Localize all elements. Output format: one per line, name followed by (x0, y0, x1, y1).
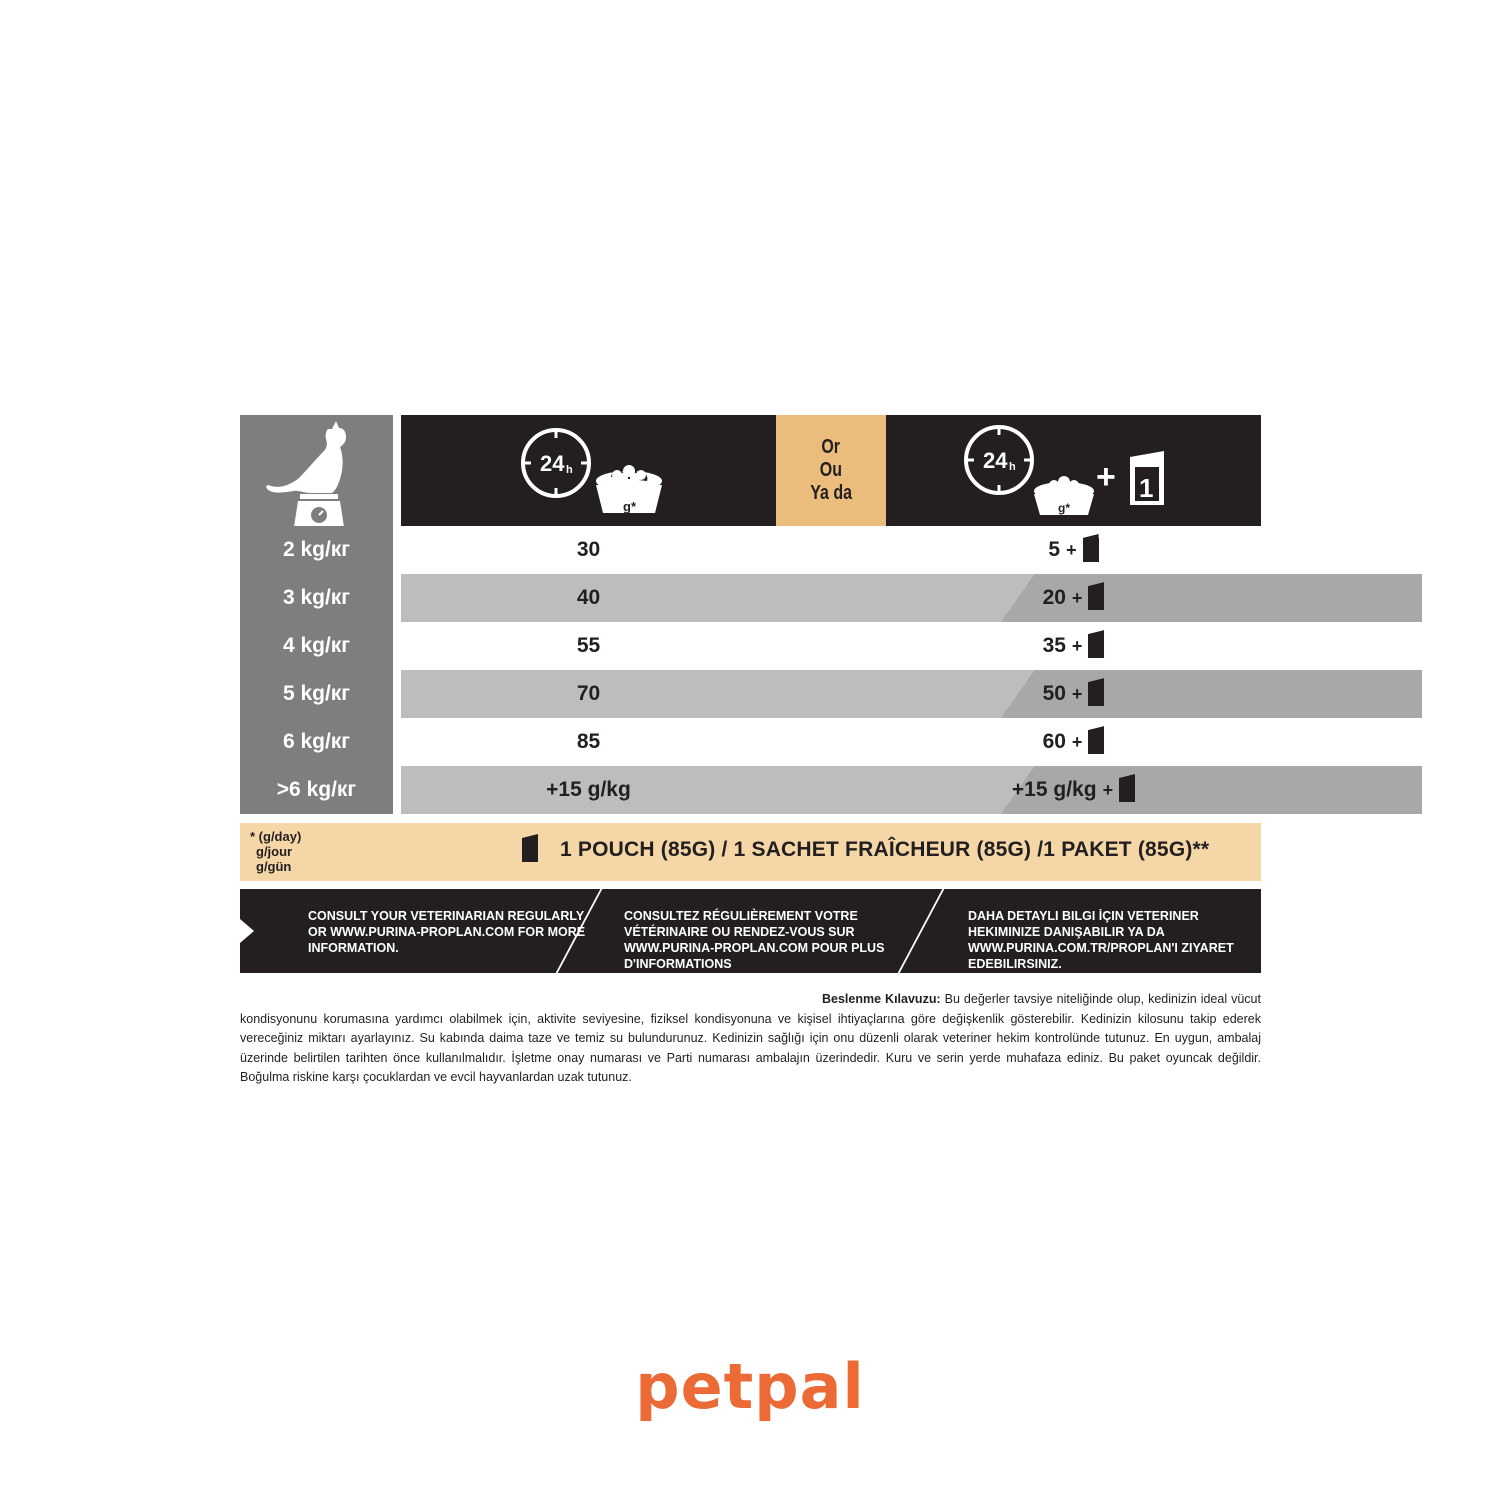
mixed-amount-cell (886, 670, 1261, 718)
weight-cell: 5 kg/кг (282, 682, 351, 705)
dry-amount-cell: 85 (576, 730, 601, 753)
mixed-amount-cell (886, 718, 1261, 766)
mixed-amount-cell (886, 766, 1261, 814)
dry-amount-cell: 30 (576, 538, 601, 561)
pouch-icon (1088, 586, 1104, 610)
table-row (240, 574, 1261, 622)
unit-legend-tr: g/gün (256, 859, 292, 874)
table-row (240, 622, 1261, 670)
dry-amount-cell: 55 (576, 634, 601, 657)
weight-cell: 4 kg/кг (282, 634, 351, 657)
weight-cell: 6 kg/кг (282, 730, 351, 753)
pouch-icon (1088, 682, 1104, 706)
feeding-guide-legal-text (240, 990, 1261, 1088)
mix-plus: + (1096, 458, 1116, 496)
plus-sign: + (1066, 539, 1077, 560)
mixed-grams: 60 (1042, 730, 1066, 753)
vet-advice-bar (240, 889, 1261, 973)
mix-pouch-count: 1 (1139, 473, 1154, 503)
dry-amount-cell: +15 g/kg (546, 778, 631, 801)
dry-bowl-unit: g* (623, 499, 636, 514)
pouch-note-text: 1 POUCH (85G) / 1 SACHET FRAÎCHEUR (85G) /1 PAKET (85G)** (560, 838, 1210, 861)
dry-clock-label: 24 (540, 451, 565, 476)
pouch-icon (1083, 538, 1099, 562)
plus-sign: + (1071, 683, 1083, 704)
mixed-grams: 35 (1042, 634, 1066, 657)
svg-text:24: 24 (983, 448, 1008, 473)
dry-food-24h-bowl-icon (401, 415, 776, 526)
mixed-amount-cell (886, 574, 1261, 622)
table-row (240, 766, 1261, 814)
dry-amount-cell: 40 (576, 586, 601, 609)
mixed-grams: 50 (1042, 682, 1066, 705)
table-row (240, 670, 1261, 718)
vet-advice-fr: CONSULTEZ RÉGULIÈREMENT VOTRE VÉTÉRINAIRE OU RENDEZ-VOUS SUR WWW.PURINA-PROPLAN.COM POUR PLUS D'INFORMATIONS (624, 909, 885, 971)
cat-weight-header (240, 415, 393, 526)
weight-cell: 3 kg/кг (282, 586, 351, 609)
mixed-amount-cell (886, 622, 1261, 670)
or-label-fr: Ou (819, 459, 843, 481)
cat-on-scale-icon (240, 415, 393, 526)
plus-sign: + (1102, 779, 1114, 800)
unit-legend-fr: g/jour (256, 844, 293, 859)
pouch-icon (1088, 730, 1104, 754)
svg-text:g*: g* (1058, 501, 1070, 515)
dry-food-header (401, 415, 776, 526)
legal-body: Bu değerler tavsiye niteliğinde olup, kedinizin ideal vücut kondisyonunu korumasına yardımcı olabilmek için, aktivite seviyesine, fiziksel kondisyonuna ve kişisel ihtiyaçlarına göre değişkenlik gösterebilir. Kedinizin kilosunu takip ederek vereceğiniz miktarı ayarlayınız. Su kabında daima taze ve temiz su bulundurunuz. Kedinizin sağlığı için onu düzenli olarak veteriner hekim kontrolünde tutunuz. En uygun, ambalaj üzerinde belirtilen tarihten önce kullanılmalıdır. İşletme onay numarası ve Parti numarası ambalajın üzerindedir. Kuru ve serin yerde muhafaza ediniz. Bu paket oyuncak değildir. Boğulma riskine karşı çocuklardan ve evcil hayvanlardan uzak tutunuz. (240, 992, 1261, 1084)
legal-lead: Beslenme Kılavuzu: (822, 992, 941, 1006)
weight-cell: >6 kg/кг (276, 778, 357, 801)
svg-text:h: h (1009, 461, 1016, 473)
mixed-amount-cell (886, 526, 1261, 574)
dry-amount-cell: 70 (576, 682, 601, 705)
mixed-feeding-header (886, 415, 1261, 526)
pouch-note (522, 838, 1209, 862)
table-row (240, 718, 1261, 766)
mixed-grams: 20 (1042, 586, 1066, 609)
mixed-24h-bowl-pouch-icon (886, 415, 1261, 526)
or-label-tr: Ya da (810, 482, 852, 504)
brand-logo: petpal (635, 1350, 865, 1423)
or-header (776, 415, 886, 526)
unit-legend (250, 829, 301, 874)
plus-sign: + (1071, 587, 1083, 608)
plus-sign: + (1071, 731, 1083, 752)
arrow-icon (240, 919, 254, 943)
table-row (240, 526, 1261, 574)
unit-legend-en: * (g/day) (250, 829, 302, 844)
mixed-grams: 5 (1048, 538, 1061, 561)
plus-sign: + (1071, 635, 1083, 656)
pouch-icon (1119, 778, 1135, 802)
pouch-icon (1088, 634, 1104, 658)
svg-text:h: h (566, 464, 573, 476)
vet-advice-en: CONSULT YOUR VETERINARIAN REGULARLY OR WWW.PURINA-PROPLAN.COM FOR MORE INFORMATION. (308, 909, 586, 955)
pouch-note-bar (240, 823, 1261, 881)
or-label-en: Or (821, 436, 841, 458)
pouch-icon (522, 838, 538, 862)
weight-cell: 2 kg/кг (282, 538, 351, 561)
vet-advice-tr: DAHA DETAYLI BILGI İÇIN VETERINER HEKIMINIZE DANIŞABILIR YA DA WWW.PURINA.COM.TR/PROPLAN'I ZIYARET EDEBILIRSINIZ. (968, 909, 1234, 971)
mixed-grams: +15 g/kg (1011, 778, 1097, 801)
divider (898, 889, 945, 973)
